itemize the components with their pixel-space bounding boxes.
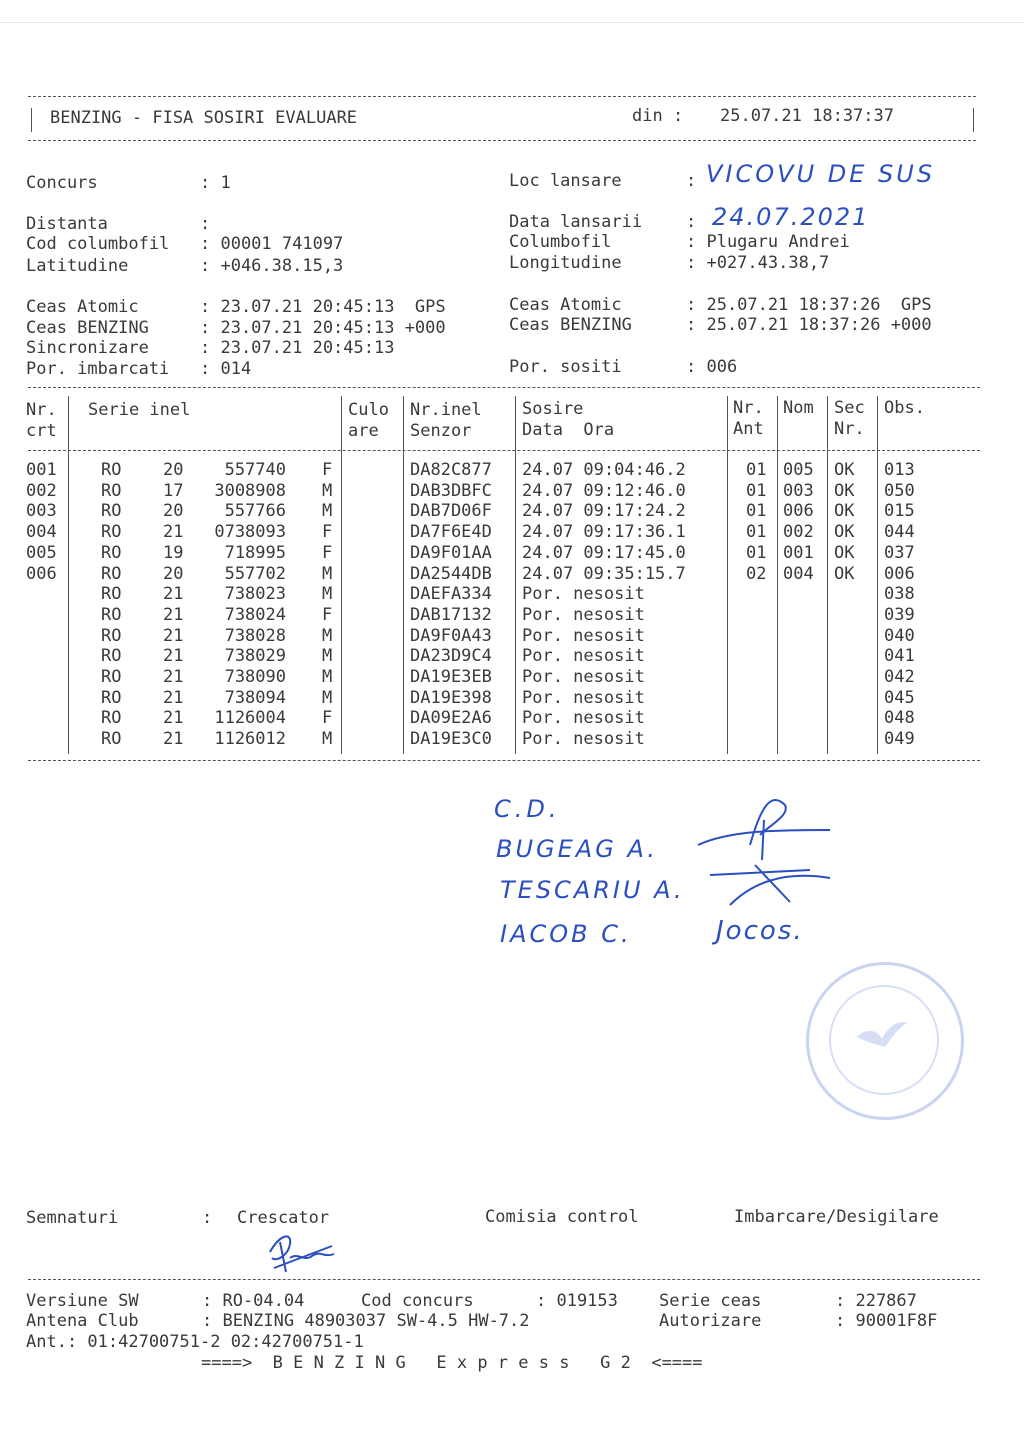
cell-obs: 050 bbox=[884, 480, 915, 501]
cell-an: 21 bbox=[163, 522, 184, 543]
cell-ant: 01 bbox=[746, 542, 767, 563]
report-date-label: din : bbox=[632, 106, 684, 126]
cell-sosire: Por. nesosit bbox=[522, 729, 645, 750]
cell-sosire: Por. nesosit bbox=[522, 646, 645, 667]
cell-tara: RO bbox=[101, 646, 122, 667]
th-crt: crt bbox=[26, 421, 57, 441]
cell-sosire: 24.07 09:17:24.2 bbox=[522, 501, 686, 522]
cell-an: 17 bbox=[163, 480, 184, 501]
cell-tara: RO bbox=[101, 604, 122, 625]
crescator-label: Crescator bbox=[237, 1208, 330, 1228]
table-header-rule bbox=[28, 450, 980, 451]
handwritten-signature-iacob: Jocos. bbox=[716, 916, 804, 946]
cell-sosire: 24.07 09:17:45.0 bbox=[522, 542, 686, 563]
comisia-control-label: Comisia control bbox=[485, 1207, 639, 1227]
handwritten-tescariu: TESCARIU A. bbox=[500, 876, 685, 904]
th-data-ora: Data Ora bbox=[522, 420, 615, 440]
cell-inel: 738094 bbox=[224, 687, 286, 708]
page-top-edge bbox=[0, 22, 1024, 23]
imbarcati-value: : 014 bbox=[200, 359, 252, 379]
semnaturi-colon: : bbox=[202, 1208, 213, 1228]
antena-club-label: Antena Club bbox=[26, 1311, 139, 1331]
ceas-benzing-start-value: : 23.07.21 20:45:13 +000 bbox=[200, 318, 446, 338]
th-ant: Ant bbox=[733, 419, 764, 439]
autorizare-label: Autorizare bbox=[659, 1311, 762, 1331]
th-sec-nr: Nr. bbox=[834, 419, 865, 439]
footer-rule bbox=[28, 1279, 980, 1280]
col-line-crt bbox=[68, 396, 69, 754]
cell-crt: 001 bbox=[26, 460, 57, 480]
cell-inel: 0738093 bbox=[214, 522, 286, 543]
ceas-benzing-end-label: Ceas BENZING bbox=[509, 315, 632, 335]
cell-inel: 738023 bbox=[224, 584, 286, 605]
cell-sosire: Por. nesosit bbox=[522, 625, 645, 646]
cell-obs: 040 bbox=[884, 625, 915, 646]
th-senzor: Senzor bbox=[410, 421, 472, 441]
cell-inel: 738028 bbox=[224, 625, 286, 646]
cell-ant: 02 bbox=[746, 563, 767, 584]
versiune-sw-value: : RO-04.04 bbox=[202, 1291, 305, 1311]
cell-sosire: Por. nesosit bbox=[522, 667, 645, 687]
th-nom: Nom bbox=[783, 398, 814, 418]
cell-tara: RO bbox=[101, 687, 122, 708]
cell-senzor: DA19E3EB bbox=[410, 667, 492, 687]
cell-obs: 049 bbox=[884, 729, 915, 750]
cell-tara: RO bbox=[101, 729, 122, 750]
cell-nom: 001 bbox=[783, 542, 814, 563]
serie-ceas-value: : 227867 bbox=[835, 1291, 917, 1311]
cell-sex: M bbox=[322, 667, 333, 687]
cell-obs: 015 bbox=[884, 501, 915, 522]
cell-inel: 738029 bbox=[224, 646, 286, 667]
cell-tara: RO bbox=[101, 625, 122, 646]
col-line-serie bbox=[341, 396, 342, 754]
cell-senzor: DA9F0A43 bbox=[410, 625, 492, 646]
columbofil-label: Columbofil bbox=[509, 232, 612, 252]
signature-bugeag-icon bbox=[698, 800, 830, 860]
cell-inel: 738090 bbox=[224, 667, 286, 687]
cell-inel: 738024 bbox=[224, 604, 286, 625]
table-top-rule bbox=[28, 387, 980, 388]
cell-tara: RO bbox=[101, 460, 122, 480]
imbarcati-label: Por. imbarcati bbox=[26, 359, 170, 379]
header-left-edge bbox=[31, 108, 32, 132]
cell-sec: OK bbox=[834, 501, 855, 522]
cell-tara: RO bbox=[101, 501, 122, 522]
col-line-ant bbox=[777, 396, 778, 754]
cell-inel: 1126004 bbox=[214, 708, 286, 729]
cell-tara: RO bbox=[101, 522, 122, 543]
sositi-value: : 006 bbox=[686, 357, 738, 377]
distanta-value: : bbox=[200, 214, 211, 234]
cell-sex: M bbox=[322, 584, 333, 605]
loc-lansare-handwritten: VICOVU DE SUS bbox=[706, 160, 936, 188]
ceas-benzing-start-label: Ceas BENZING bbox=[26, 318, 149, 338]
cell-sosire: 24.07 09:04:46.2 bbox=[522, 460, 686, 480]
cell-sex: M bbox=[322, 625, 333, 646]
cell-senzor: DAB7D06F bbox=[410, 501, 492, 522]
cell-inel: 3008908 bbox=[214, 480, 286, 501]
cell-an: 20 bbox=[163, 460, 184, 480]
handwritten-iacob: IACOB C. bbox=[500, 920, 632, 948]
th-nr: Nr. bbox=[26, 400, 57, 420]
ceas-atomic-end-label: Ceas Atomic bbox=[509, 295, 622, 315]
cell-senzor: DA9F01AA bbox=[410, 542, 492, 563]
cell-crt: 005 bbox=[26, 542, 57, 563]
cell-nom: 003 bbox=[783, 480, 814, 501]
cell-tara: RO bbox=[101, 480, 122, 501]
loc-lansare-label: Loc lansare bbox=[509, 171, 622, 191]
ceas-benzing-end-value: : 25.07.21 18:37:26 +000 bbox=[686, 315, 932, 335]
cell-obs: 039 bbox=[884, 604, 915, 625]
antenna-ids: Ant.: 01:42700751-2 02:42700751-1 bbox=[26, 1332, 364, 1352]
sositi-label: Por. sositi bbox=[509, 357, 622, 377]
cell-sex: F bbox=[322, 522, 333, 543]
cell-sec: OK bbox=[834, 480, 855, 501]
cod-concurs-label: Cod concurs bbox=[361, 1291, 474, 1311]
cell-an: 21 bbox=[163, 687, 184, 708]
cell-crt: 003 bbox=[26, 501, 57, 522]
cell-an: 21 bbox=[163, 729, 184, 750]
crescator-signature-icon bbox=[262, 1228, 342, 1276]
cell-obs: 013 bbox=[884, 460, 915, 480]
cell-obs: 037 bbox=[884, 542, 915, 563]
cell-an: 20 bbox=[163, 501, 184, 522]
data-lansarii-handwritten: 24.07.2021 bbox=[712, 203, 870, 231]
cell-inel: 557766 bbox=[224, 501, 286, 522]
col-line-sec bbox=[877, 396, 878, 754]
cell-obs: 048 bbox=[884, 708, 915, 729]
cell-senzor: DAEFA334 bbox=[410, 584, 492, 605]
col-line-sosire bbox=[727, 396, 728, 754]
cell-an: 21 bbox=[163, 646, 184, 667]
loc-lansare-colon: : bbox=[686, 171, 697, 191]
cell-ant: 01 bbox=[746, 501, 767, 522]
concurs-value: : 1 bbox=[200, 173, 231, 193]
signature-scribbles bbox=[690, 790, 840, 920]
cell-ant: 01 bbox=[746, 460, 767, 480]
cell-senzor: DA82C877 bbox=[410, 460, 492, 480]
latitudine-value: : +046.38.15,3 bbox=[200, 256, 344, 276]
cell-sex: M bbox=[322, 563, 333, 584]
header-right-edge bbox=[973, 108, 974, 132]
cell-sex: F bbox=[322, 708, 333, 729]
handwritten-cd: C.D. bbox=[494, 795, 561, 823]
cell-an: 19 bbox=[163, 542, 184, 563]
ceas-atomic-start-label: Ceas Atomic bbox=[26, 297, 139, 317]
cell-senzor: DA2544DB bbox=[410, 563, 492, 584]
cell-senzor: DA09E2A6 bbox=[410, 708, 492, 729]
th-serie-inel: Serie inel bbox=[88, 400, 191, 420]
club-stamp-icon bbox=[806, 962, 964, 1120]
cell-sex: F bbox=[322, 460, 333, 480]
cell-obs: 044 bbox=[884, 522, 915, 543]
cell-ant: 01 bbox=[746, 480, 767, 501]
cell-obs: 006 bbox=[884, 563, 915, 584]
cell-sex: F bbox=[322, 604, 333, 625]
cell-crt: 004 bbox=[26, 522, 57, 543]
cell-sec: OK bbox=[834, 542, 855, 563]
cell-senzor: DAB17132 bbox=[410, 604, 492, 625]
cell-nom: 004 bbox=[783, 563, 814, 584]
cell-inel: 557702 bbox=[224, 563, 286, 584]
col-line-culo bbox=[403, 396, 404, 754]
report-title: BENZING - FISA SOSIRI EVALUARE bbox=[50, 108, 358, 128]
cell-sosire: Por. nesosit bbox=[522, 687, 645, 708]
cell-crt: 006 bbox=[26, 563, 57, 584]
antena-club-value: : BENZING 48903037 SW-4.5 HW-7.2 bbox=[202, 1311, 530, 1331]
cell-sex: M bbox=[322, 646, 333, 667]
longitudine-value: : +027.43.38,7 bbox=[686, 253, 830, 273]
col-line-senzor bbox=[515, 396, 516, 754]
cell-senzor: DA23D9C4 bbox=[410, 646, 492, 667]
cell-nom: 002 bbox=[783, 522, 814, 543]
cell-crt: 002 bbox=[26, 480, 57, 501]
cell-an: 21 bbox=[163, 584, 184, 605]
cell-sosire: 24.07 09:35:15.7 bbox=[522, 563, 686, 584]
semnaturi-label: Semnaturi bbox=[26, 1208, 119, 1228]
cell-tara: RO bbox=[101, 584, 122, 605]
cell-tara: RO bbox=[101, 563, 122, 584]
data-lansarii-colon: : bbox=[686, 212, 697, 232]
cell-sec: OK bbox=[834, 563, 855, 584]
versiune-sw-label: Versiune SW bbox=[26, 1291, 139, 1311]
columbofil-value: : Plugaru Andrei bbox=[686, 232, 850, 252]
th-culo: Culo bbox=[348, 400, 389, 420]
th-nr-inel: Nr.inel bbox=[410, 400, 482, 420]
cell-sosire: Por. nesosit bbox=[522, 584, 645, 605]
signature-tescariu-icon bbox=[710, 865, 830, 905]
cell-an: 21 bbox=[163, 708, 184, 729]
cell-sosire: 24.07 09:17:36.1 bbox=[522, 522, 686, 543]
th-are: are bbox=[348, 421, 379, 441]
cell-sex: M bbox=[322, 480, 333, 501]
header-bottom-rule bbox=[28, 140, 976, 141]
autorizare-value: : 90001F8F bbox=[835, 1311, 938, 1331]
cell-tara: RO bbox=[101, 708, 122, 729]
cod-columbofil-value: : 00001 741097 bbox=[200, 234, 344, 254]
ceas-atomic-end-value: : 25.07.21 18:37:26 GPS bbox=[686, 295, 932, 315]
report-date-value: 25.07.21 18:37:37 bbox=[720, 106, 894, 126]
sincronizare-value: : 23.07.21 20:45:13 bbox=[200, 338, 395, 358]
benzing-express-banner: ====> B E N Z I N G E x p r e s s G 2 <==== bbox=[201, 1353, 703, 1373]
latitudine-label: Latitudine bbox=[26, 256, 129, 276]
th-obs: Obs. bbox=[884, 398, 925, 418]
serie-ceas-label: Serie ceas bbox=[659, 1291, 762, 1311]
cell-sex: F bbox=[322, 542, 333, 563]
cell-sex: M bbox=[322, 729, 333, 750]
th-sosire: Sosire bbox=[522, 399, 584, 419]
sincronizare-label: Sincronizare bbox=[26, 338, 149, 358]
th-nr-ant: Nr. bbox=[733, 398, 764, 418]
cell-senzor: DA19E398 bbox=[410, 687, 492, 708]
data-lansarii-label: Data lansarii bbox=[509, 212, 643, 232]
handwritten-bugeag: BUGEAG A. bbox=[496, 835, 658, 863]
cell-sosire: 24.07 09:12:46.0 bbox=[522, 480, 686, 501]
ceas-atomic-start-value: : 23.07.21 20:45:13 GPS bbox=[200, 297, 446, 317]
cell-nom: 006 bbox=[783, 501, 814, 522]
header-top-rule bbox=[28, 96, 976, 97]
cell-inel: 718995 bbox=[224, 542, 286, 563]
cell-senzor: DA19E3C0 bbox=[410, 729, 492, 750]
longitudine-label: Longitudine bbox=[509, 253, 622, 273]
cell-an: 21 bbox=[163, 604, 184, 625]
th-sec: Sec bbox=[834, 398, 865, 418]
cell-senzor: DA7F6E4D bbox=[410, 522, 492, 543]
cell-tara: RO bbox=[101, 667, 122, 687]
cell-sec: OK bbox=[834, 522, 855, 543]
cell-an: 20 bbox=[163, 563, 184, 584]
cell-senzor: DAB3DBFC bbox=[410, 480, 492, 501]
cod-concurs-value: : 019153 bbox=[536, 1291, 618, 1311]
imbarcare-desigilare-label: Imbarcare/Desigilare bbox=[734, 1207, 939, 1227]
cell-obs: 042 bbox=[884, 667, 915, 687]
cell-inel: 1126012 bbox=[214, 729, 286, 750]
cell-sex: M bbox=[322, 687, 333, 708]
cell-nom: 005 bbox=[783, 460, 814, 480]
distanta-label: Distanta bbox=[26, 214, 108, 234]
cell-inel: 557740 bbox=[224, 460, 286, 480]
cell-sec: OK bbox=[834, 460, 855, 480]
cell-an: 21 bbox=[163, 667, 184, 687]
cell-sosire: Por. nesosit bbox=[522, 604, 645, 625]
cod-columbofil-label: Cod columbofil bbox=[26, 234, 170, 254]
cell-an: 21 bbox=[163, 625, 184, 646]
cell-ant: 01 bbox=[746, 522, 767, 543]
col-line-nom bbox=[827, 396, 828, 754]
cell-sex: M bbox=[322, 501, 333, 522]
cell-obs: 038 bbox=[884, 584, 915, 605]
concurs-label: Concurs bbox=[26, 173, 98, 193]
cell-sosire: Por. nesosit bbox=[522, 708, 645, 729]
cell-tara: RO bbox=[101, 542, 122, 563]
cell-obs: 045 bbox=[884, 687, 915, 708]
table-bottom-rule bbox=[28, 760, 980, 761]
cell-obs: 041 bbox=[884, 646, 915, 667]
